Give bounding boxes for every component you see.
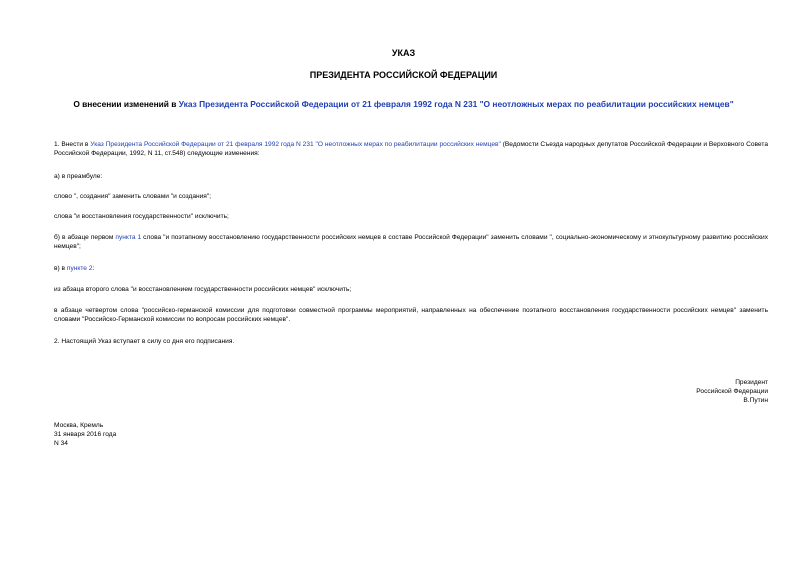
p6-prefix: в) в: [54, 265, 67, 272]
signature-position: Президент: [735, 379, 768, 386]
paragraph-2: а) в преамбуле:: [54, 173, 103, 180]
paragraph-6: [54, 264, 768, 273]
place-date: 31 января 2016 года: [54, 431, 117, 438]
place-date-block: [54, 421, 116, 448]
paragraph-1: [54, 140, 768, 158]
document-subtitle: ПРЕЗИДЕНТА РОССИЙСКОЙ ФЕДЕРАЦИИ: [309, 70, 498, 80]
paragraph-5: [54, 233, 768, 251]
paragraph-8: в абзаце четвертом слова "российско-германской комиссии для подготовки совместной программы мероприятий, направленных на обеспечение поэтапного восстановления государственности российских немцев" заменить словами "Российско-Германской комиссии по вопросам российских немцев".: [54, 307, 768, 323]
p1-decree-link[interactable]: Указ Президента Российской Федерации от 21 февраля 1992 года N 231 "О неотложных мерах по реабилитации российских немцев": [90, 141, 501, 148]
paragraph-4: слова "и восстановления государственности" исключить;: [54, 213, 229, 220]
signature-block: [696, 378, 768, 405]
place-number: N 34: [54, 440, 68, 447]
place-city: Москва, Кремль: [54, 422, 104, 429]
p5-suffix: слова "и поэтапному восстановлению государственности российских немцев в составе Российской Федерации" заменить словами ", социально-экономическому и этнокультурному развитию российских немцев";: [54, 234, 768, 250]
p6-suffix: :: [92, 265, 95, 272]
paragraph-9: 2. Настоящий Указ вступает в силу со дня его подписания.: [54, 338, 235, 345]
p5-point1-link[interactable]: пункта 1: [115, 234, 142, 241]
heading-decree-link[interactable]: Указ Президента Российской Федерации от 21 февраля 1992 года N 231 "О неотложных мерах по реабилитации российских немцев": [178, 99, 734, 109]
document-title: УКАЗ: [391, 48, 416, 58]
signature-name: В.Путин: [743, 397, 768, 404]
p1-prefix: 1. Внести в: [54, 141, 91, 148]
paragraph-7: из абзаца второго слова "и восстановлением государственности российских немцев" исключить;: [54, 286, 352, 293]
paragraph-3: слово ", создания" заменить словами "и создания";: [54, 193, 212, 200]
heading-prefix: О внесении изменений в: [73, 99, 179, 109]
document-heading: [0, 99, 807, 110]
p5-prefix: б) в абзаце первом: [54, 234, 116, 241]
signature-country: Российской Федерации: [696, 388, 768, 395]
p1-suffix: (Ведомости Съезда народных депутатов Российской Федерации и Верховного Совета Российской Федерации, 1992, N 11, ст.548) следующие изменения:: [54, 141, 768, 157]
p6-point2-link[interactable]: пункте 2: [66, 265, 93, 272]
